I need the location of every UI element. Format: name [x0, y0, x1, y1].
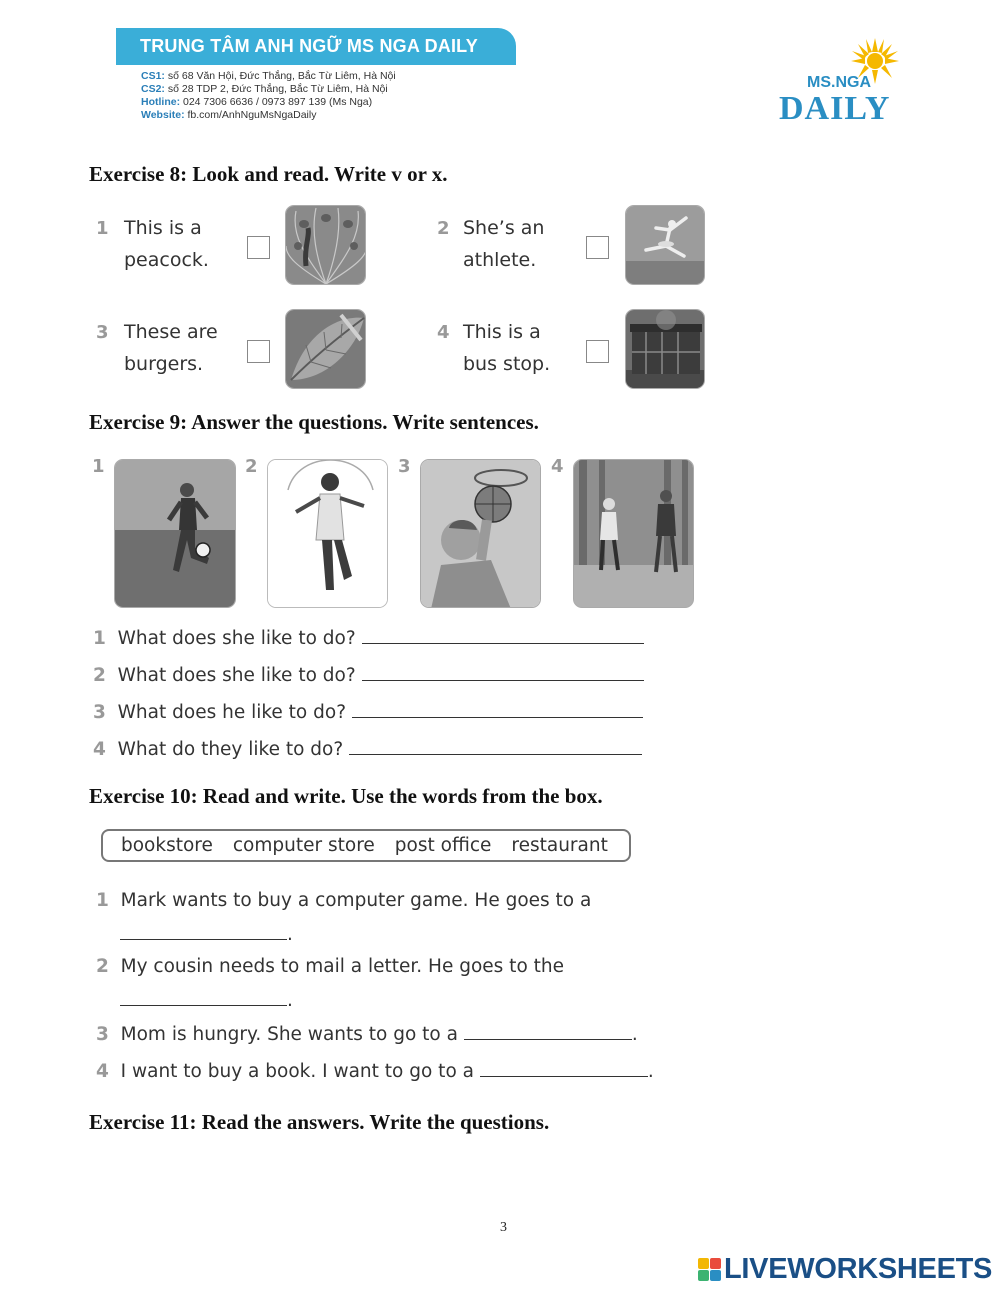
basketball-boy-photo	[420, 459, 541, 608]
sentence-line: This is a	[124, 217, 202, 239]
question-text: What do they like to do?	[117, 739, 344, 760]
sentence-line: peacock.	[124, 249, 209, 271]
word-box	[101, 829, 631, 862]
word-option: post office	[394, 835, 492, 856]
sentence-end: .	[287, 924, 293, 945]
exercise-10-heading: Exercise 10: Read and write. Use the words from the box.	[89, 784, 603, 808]
item-number: 2	[437, 218, 450, 239]
answer-blank[interactable]	[120, 988, 287, 1006]
liveworksheets-logo	[698, 1253, 992, 1286]
sentence-text: Mom is hungry. She wants to go to a	[120, 1024, 458, 1045]
answer-checkbox[interactable]	[247, 340, 270, 363]
sentence-row	[96, 890, 591, 911]
question-number: 1	[93, 628, 106, 649]
exercise-11-heading: Exercise 11: Read the answers. Write the questions.	[89, 1110, 550, 1134]
answer-checkbox[interactable]	[586, 236, 609, 259]
word-option: computer store	[232, 835, 375, 856]
sentence-line: This is a	[463, 321, 541, 343]
sentence-row	[96, 1059, 654, 1082]
contact-line: CS2: số 28 TDP 2, Đức Thắng, Bắc Từ Liêm, Hà Nội	[141, 83, 388, 95]
sentence-end: .	[647, 1061, 654, 1082]
item-number: 2	[96, 956, 109, 977]
question-text: What does she like to do?	[117, 628, 356, 649]
sentence-text: Mark wants to buy a computer game. He goes to a	[120, 890, 592, 911]
item-number: 4	[96, 1061, 109, 1082]
answer-row	[120, 988, 293, 1011]
soccer-girl-photo	[114, 459, 236, 608]
photo-number: 2	[245, 456, 258, 477]
question-row	[93, 663, 644, 686]
question-row	[93, 700, 643, 723]
liveworksheets-icon	[698, 1258, 721, 1281]
exercise-8-heading: Exercise 8: Look and read. Write v or x.	[89, 162, 448, 186]
contact-line: Hotline: 024 7306 6636 / 0973 897 139 (Ms Nga)	[141, 96, 373, 108]
sentence-end: .	[287, 990, 293, 1011]
sentence-end: .	[631, 1024, 638, 1045]
word-option: restaurant	[511, 835, 608, 856]
photo-number: 3	[398, 456, 411, 477]
answer-checkbox[interactable]	[247, 236, 270, 259]
answer-blank[interactable]	[480, 1059, 648, 1077]
item-number: 1	[96, 218, 109, 239]
sentence-line: bus stop.	[463, 353, 551, 375]
sentence-line: She’s an	[463, 217, 545, 239]
question-text: What does he like to do?	[117, 702, 347, 723]
contact-line: Website: fb.com/AnhNguMsNgaDaily	[141, 109, 317, 121]
sentence-row	[96, 1022, 638, 1045]
skating-kids-photo	[573, 459, 694, 608]
answer-blank[interactable]	[349, 737, 642, 755]
sentence-row	[96, 956, 564, 977]
contact-line: CS1: số 68 Văn Hội, Đức Thắng, Bắc Từ Liêm, Hà Nội	[141, 70, 396, 82]
contact-info	[141, 70, 396, 122]
leaf-photo	[285, 309, 366, 389]
item-number: 3	[96, 1024, 109, 1045]
answer-checkbox[interactable]	[586, 340, 609, 363]
item-number: 4	[437, 322, 450, 343]
answer-blank[interactable]	[362, 626, 644, 644]
item-number: 3	[96, 322, 109, 343]
center-banner: TRUNG TÂM ANH NGỮ MS NGA DAILY	[116, 28, 516, 65]
ballet-dancer-photo	[625, 205, 705, 285]
question-number: 2	[93, 665, 106, 686]
exercise-9-heading: Exercise 9: Answer the questions. Write sentences.	[89, 410, 539, 434]
question-row	[93, 737, 642, 760]
sentence-line: burgers.	[124, 353, 204, 375]
question-row	[93, 626, 644, 649]
question-number: 3	[93, 702, 106, 723]
answer-blank[interactable]	[120, 922, 287, 940]
question-number: 4	[93, 739, 106, 760]
photo-number: 4	[551, 456, 564, 477]
liveworksheets-text: LIVEWORKSHEETS	[724, 1253, 993, 1285]
sentence-text: My cousin needs to mail a letter. He goes to the	[120, 956, 564, 977]
sentence-text: I want to buy a book. I want to go to a	[120, 1061, 474, 1082]
logo-text-top: MS.NGA	[807, 74, 871, 91]
sentence-line: athlete.	[463, 249, 537, 271]
question-text: What does she like to do?	[117, 665, 356, 686]
logo-text-bottom: DAILY	[779, 90, 891, 127]
answer-blank[interactable]	[464, 1022, 632, 1040]
peacock-photo	[285, 205, 366, 285]
jump-rope-girl-photo	[267, 459, 388, 608]
answer-blank[interactable]	[352, 700, 643, 718]
sentence-line: These are	[124, 321, 218, 343]
answer-row	[120, 922, 293, 945]
photo-number: 1	[92, 456, 105, 477]
item-number: 1	[96, 890, 109, 911]
ms-nga-daily-logo	[775, 36, 915, 126]
answer-blank[interactable]	[362, 663, 644, 681]
word-option: bookstore	[121, 835, 213, 856]
page-number: 3	[500, 1220, 507, 1235]
bus-stop-photo	[625, 309, 705, 389]
